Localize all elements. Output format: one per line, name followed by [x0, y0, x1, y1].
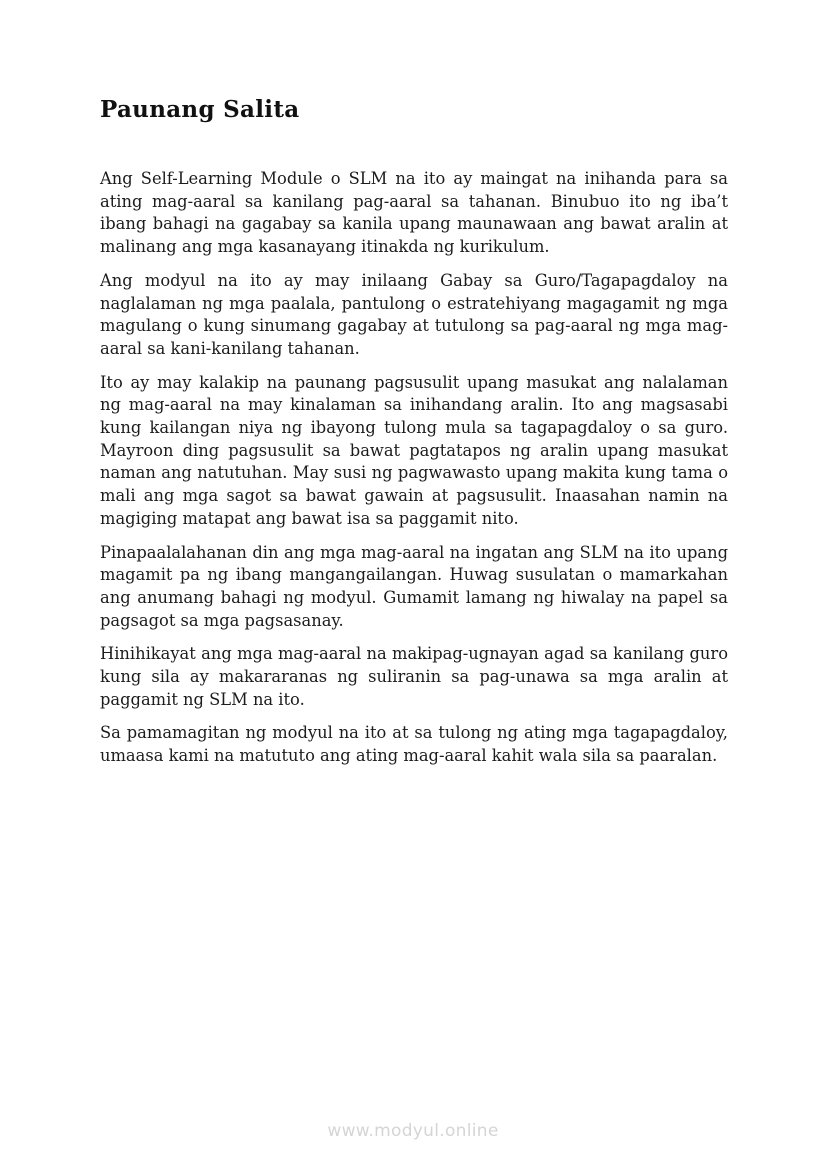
watermark: www.modyul.online	[327, 1121, 499, 1141]
paragraph-paunang-pagsusulit: Ito ay may kalakip na paunang pagsusulit upang masukat ang nalalaman ng mag-aaral na may kinalaman sa inihandang aralin. Ito ang magsasabi kung kailangan niya ng ibayong tulong mula sa tagapagdaloy o sa guro. Mayroon ding pagsusulit sa bawat pagtatapos ng aralin upang masukat naman ang natutuhan. May susi ng pagwawasto upang makita kung tama o mali ang mga sagot sa bawat gawain at pagsusulit. Inaasahan namin na magiging matapat ang bawat isa sa paggamit nito.	[100, 372, 728, 528]
paragraph-hinihikayat: Hinihikayat ang mga mag-aaral na makipag-ugnayan agad sa kanilang guro kung sila ay makararanas ng suliranin sa pag-unawa sa mga aralin at paggamit ng SLM na ito.	[100, 644, 728, 709]
page-title: Paunang Salita	[100, 96, 300, 123]
paragraph-pangwakas: Sa pamamagitan ng modyul na ito at sa tulong ng ating mga tagapagdaloy, umaasa kami na matututo ang ating mag-aaral kahit wala sila sa paaralan.	[100, 723, 728, 766]
paragraph-intro-slm: Ang Self-Learning Module o SLM na ito ay maingat na inihanda para sa ating mag-aaral sa kanilang pag-aaral sa tahanan. Binubuo ito ng iba’t ibang bahagi na gagabay sa kanila upang maunawaan ang bawat aralin at malinang ang mga kasanayang itinakda ng kurikulum.	[100, 169, 728, 257]
document-body	[100, 168, 728, 768]
document-content	[100, 0, 728, 779]
paragraph-paalala-ingatan: Pinapaalalahanan din ang mga mag-aaral na ingatan ang SLM na ito upang magamit pa ng ibang mangangailangan. Huwag susulatan o mamarkahan ang anumang bahagi ng modyul. Gumamit lamang ng hiwalay na papel sa pagsagot sa mga pagsasanay.	[100, 542, 728, 630]
paragraph-gabay-sa-guro: Ang modyul na ito ay may inilaang Gabay sa Guro/Tagapagdaloy na naglalaman ng mga paalala, pantulong o estratehiyang magagamit ng mga magulang o kung sinumang gagabay at tutulong sa pag-aaral ng mga mag-aaral sa kani-kanilang tahanan.	[100, 270, 728, 358]
